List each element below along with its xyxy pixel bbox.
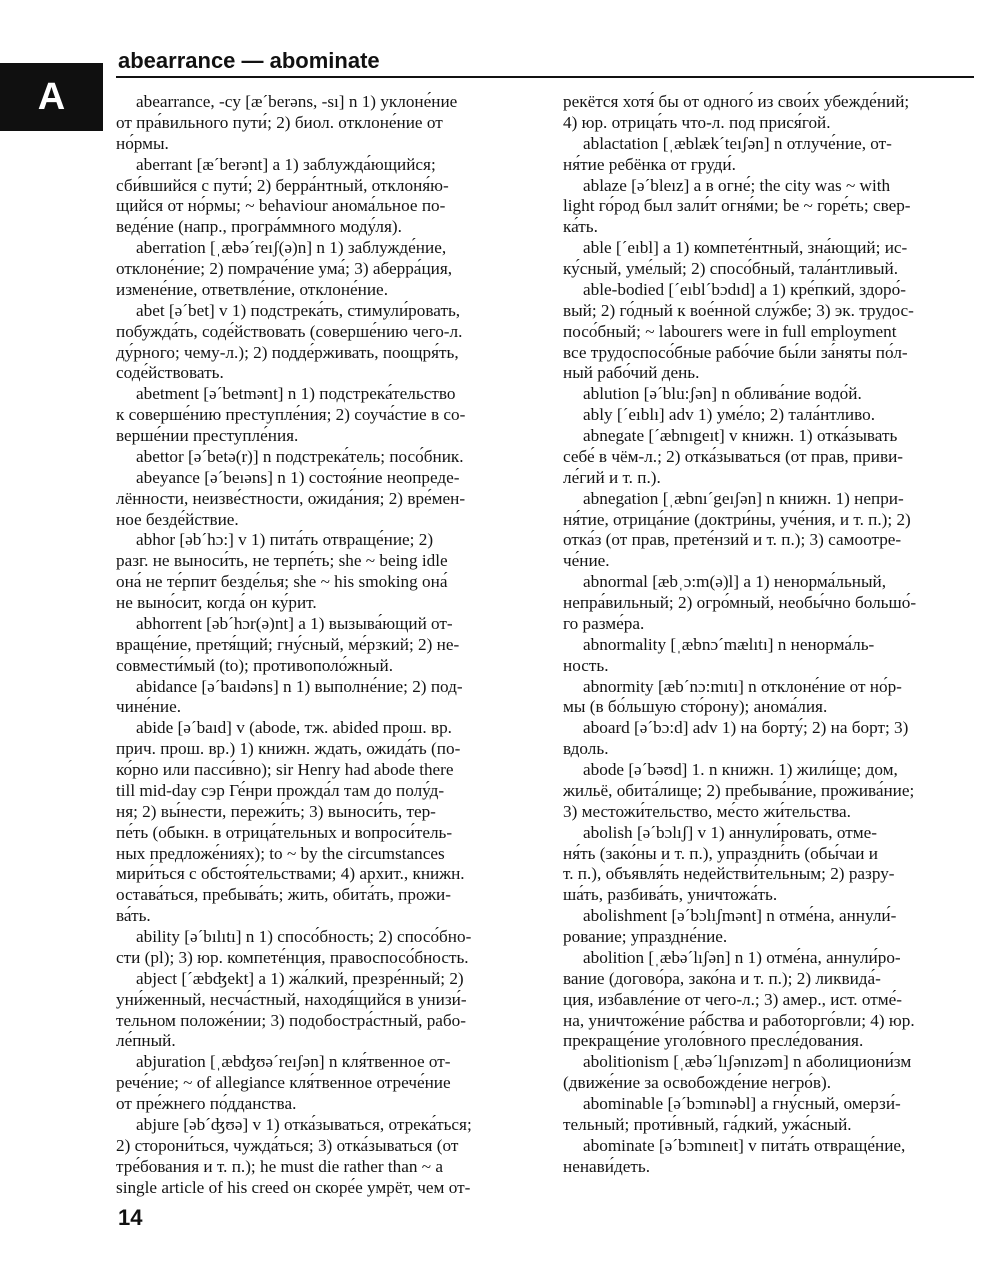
dictionary-line: abnormity [æb´nɔ:mıtı] n отклоне́ние от но́р-	[583, 676, 902, 696]
dictionary-line: вый; 2) го́дный к вое́нной слу́жбе; 3) эк. трудос-	[563, 300, 914, 320]
dictionary-line: тельный; проти́вный, га́дкий, ужа́сный.	[563, 1114, 852, 1134]
dictionary-line: ка́ть.	[563, 217, 598, 237]
dictionary-line: остава́ться, пребыва́ть; жить, обита́ть, прожи-	[116, 885, 451, 905]
dictionary-line: aboard [ə´bɔ:d] adv 1) на борту́; 2) на борт; 3)	[583, 718, 909, 738]
dictionary-line: тре́бования и т. п.); he must die rather than ~ a	[116, 1156, 444, 1176]
dictionary-line: abjuration [ˌæbʤʊə´reıʃən] n кля́твенное от-	[136, 1052, 451, 1072]
dictionary-line: ле́гий и т. п.).	[563, 467, 661, 487]
dictionary-line: все трудоспосо́бные рабо́чие бы́ли за́няты по́л-	[563, 342, 908, 362]
dictionary-line: ду́рного; чему-л.); 2) подде́рживать, поощря́ть,	[116, 342, 459, 362]
dictionary-line: abidance [ə´baıdəns] n 1) выполне́ние; 2) под-	[136, 676, 463, 696]
dictionary-line: че́ние.	[563, 551, 610, 571]
dictionary-line: непра́вильный; 2) огро́мный, необы́чно большо́-	[563, 593, 917, 612]
dictionary-line: (движе́ние за освобожде́ние негро́в).	[563, 1073, 832, 1093]
dictionary-line: abject [´æbʤekt] a 1) жа́лкий, презре́нный; 2)	[136, 968, 464, 988]
dictionary-line: ция, избавле́ние от чего-л.; 3) амер., ист. отме́-	[563, 989, 902, 1009]
dictionary-line: разг. не выноси́ть, не терпе́ть; she ~ being idle	[116, 551, 448, 571]
right-column	[563, 92, 975, 1178]
dictionary-line: побужда́ть, соде́йствовать (соверше́нию чего-л.	[116, 321, 463, 341]
running-head: abearrance — abominate	[118, 48, 380, 73]
dictionary-line: прич. прош. вр.) 1) книжн. ждать, ожида́ть (по-	[116, 739, 461, 759]
dictionary-line: рование; упраздне́ние.	[563, 927, 728, 946]
dictionary-line: 3) местожи́тельство, ме́сто жи́тельства.	[563, 801, 851, 821]
dictionary-line: отка́з (от прав, прете́нзий и т. п.); 3) самоотре-	[563, 530, 902, 550]
dictionary-line: abnormal [æbˌɔ:m(ə)l] a 1) ненорма́льный,	[583, 572, 887, 592]
dictionary-line: верше́нии преступле́ния.	[116, 426, 299, 445]
dictionary-line: abode [ə´bəʊd] 1. n книжн. 1) жили́ще; дом,	[583, 760, 898, 779]
dictionary-line: рекётся хотя́ бы от одного́ из свои́х убежде́ний;	[563, 92, 910, 111]
dictionary-line: измене́ние, ответвле́ние, отклоне́ние.	[116, 279, 388, 299]
dictionary-line: лённости, неизве́стности, ожида́ния; 2) вре́мен-	[116, 488, 466, 508]
left-column	[116, 92, 536, 1198]
dictionary-line: abetment [ə´betmənt] n 1) подстрека́тельство	[136, 384, 456, 404]
dictionary-line: aberrant [æ´berənt] a 1) заблужда́ющийся;	[136, 154, 436, 174]
dictionary-line: мири́ться с обстоя́тельствами; 4) архит., книжн.	[116, 864, 465, 884]
dictionary-line: abolish [ə´bɔlıʃ] v 1) аннули́ровать, отме-	[583, 822, 877, 842]
dictionary-line: abolitionism [ˌæbə´lıʃənızəm] n аболициони́зм	[583, 1052, 912, 1072]
dictionary-line: ablactation [ˌæblæk´teıʃən] n отлуче́ние, от-	[583, 133, 892, 153]
dictionary-line: abhorrent [əb´hɔr(ə)nt] a 1) вызыва́ющий от-	[136, 613, 453, 633]
dictionary-line: ный рабо́чий день.	[563, 363, 700, 383]
dictionary-line: рече́ние; ~ of allegiance кля́твенное отрече́ние	[116, 1073, 451, 1093]
dictionary-line: abhor [əb´hɔ:] v 1) пита́ть отвраще́ние; 2)	[136, 530, 434, 550]
dictionary-line: abnegate [´æbnıgeıt] v книжн. 1) отка́зывать	[583, 426, 898, 445]
dictionary-line: abominable [ə´bɔmınəbl] a гну́сный, омерзи́-	[583, 1094, 901, 1113]
dictionary-line: пе́ть (обыкн. в отрица́тельных и вопроси́тель-	[116, 822, 453, 842]
dictionary-line: посо́бный; ~ labourers were in full employment	[563, 321, 897, 341]
dictionary-line: она́ не те́рпит безде́лья; she ~ his smoking она́	[116, 572, 448, 592]
dictionary-line: abjure [əb´ʤʊə] v 1) отка́зываться, отрека́ться;	[136, 1114, 472, 1134]
dictionary-line: т. п.), объявля́ть недействи́тельным; 2) разру-	[563, 864, 895, 884]
dictionary-line: ность.	[563, 655, 609, 675]
header-rule	[116, 76, 974, 78]
dictionary-line: ва́ть.	[116, 906, 151, 926]
dictionary-line: го разме́ра.	[563, 613, 645, 633]
dictionary-line: жильё, обита́лище; 2) пребыва́ние, прожива́ние;	[563, 780, 915, 800]
dictionary-line: себе́ в чём-л.; 2) отка́зываться (от прав, приви-	[563, 446, 903, 466]
dictionary-line: щийся от но́рмы; ~ behaviour анома́льное по-	[116, 196, 446, 216]
dictionary-line: abet [ə´bet] v 1) подстрека́ть, стимули́ровать,	[136, 300, 461, 320]
dictionary-line: мы (в бо́льшую сто́рону); анома́лия.	[563, 697, 828, 717]
dictionary-line: ных предложе́ниях); to ~ by the circumstances	[116, 843, 445, 863]
dictionary-line: веде́ние (напр., програ́ммного моду́ля).	[116, 217, 402, 237]
dictionary-line: на, уничтоже́ние ра́бства и работорго́вли; 4) юр.	[563, 1010, 915, 1030]
dictionary-line: ша́ть, разбива́ть, уничтожа́ть.	[563, 885, 778, 905]
dictionary-line: ня; 2) вы́нести, пережи́ть; 3) выноси́ть, тер-	[116, 801, 436, 821]
dictionary-line: ability [ə´bılıtı] n 1) спосо́бность; 2) спосо́бно-	[136, 927, 472, 946]
dictionary-line: совмести́мый (to); противополо́жный.	[116, 655, 394, 675]
dictionary-line: ненави́деть.	[563, 1156, 650, 1176]
dictionary-line: ное безде́йствие.	[116, 509, 239, 529]
dictionary-line: враще́ние, претя́щий; гну́сный, ме́рзкий; 2) не-	[116, 634, 460, 654]
dictionary-line: от пра́вильного пути́; 2) биол. отклоне́ние от	[116, 112, 443, 132]
dictionary-line: abnegation [ˌæbnı´geıʃən] n книжн. 1) непри-	[583, 488, 904, 508]
dictionary-line: 4) юр. отрица́ть что-л. под прися́гой.	[563, 112, 831, 132]
dictionary-line: ably [´eıblı] adv 1) уме́ло; 2) тала́нтливо.	[583, 405, 876, 425]
dictionary-line: прекраще́ние уголо́вного пресле́дования.	[563, 1031, 864, 1051]
thumb-index-letter: A	[0, 63, 103, 131]
dictionary-line: ня́ть (зако́ны и т. п.), упраздни́ть (обы́чаи и	[563, 843, 878, 863]
dictionary-line: ня́тие, отрица́ние (доктри́ны, уче́ния, и т. п.); 2)	[563, 509, 911, 529]
dictionary-line: ablution [ə´blu:ʃən] n облива́ние водо́й.	[583, 384, 862, 404]
page-number: 14	[118, 1205, 143, 1230]
dictionary-line: сти (pl); 3) юр. компете́нция, правоспосо́бность.	[116, 947, 469, 967]
dictionary-line: сби́вшийся с пути́; 2) берра́нтный, отклоня́ю-	[116, 175, 449, 195]
dictionary-line: но́рмы.	[116, 133, 169, 153]
dictionary-line: single article of his creed он скоре́е умрёт, чем от-	[116, 1177, 471, 1197]
dictionary-line: abnormality [ˌæbnɔ´mælıtı] n ненорма́ль-	[583, 634, 875, 654]
dictionary-line: ня́тие ребёнка от груди́.	[563, 154, 736, 174]
dictionary-line: abettor [ə´betə(r)] n подстрека́тель; посо́бник.	[136, 446, 464, 466]
dictionary-line: light го́род был зали́т огня́ми; be ~ горе́ть; свер-	[563, 196, 911, 216]
dictionary-line: abeyance [ə´beıəns] n 1) состоя́ние неопреде-	[136, 467, 460, 487]
dictionary-line: от пре́жнего по́дданства.	[116, 1094, 297, 1113]
dictionary-line: ку́сный, уме́лый; 2) спосо́бный, тала́нтливый.	[563, 259, 899, 278]
dictionary-line: abominate [ə´bɔmıneıt] v пита́ть отвраще́ние,	[583, 1135, 906, 1155]
dictionary-line: abolition [ˌæbə´lıʃən] n 1) отме́на, аннули́ро-	[583, 947, 901, 967]
dictionary-line: вдоль.	[563, 739, 609, 759]
dictionary-line: не выно́сит, когда́ он ку́рит.	[116, 593, 317, 612]
dictionary-line: able [´eıbl] a 1) компете́нтный, зна́ющий; ис-	[583, 238, 908, 258]
dictionary-line: соде́йствовать.	[116, 363, 224, 383]
dictionary-line: abolishment [ə´bɔlıʃmənt] n отме́на, аннули́-	[583, 906, 897, 926]
dictionary-line: отклоне́ние; 2) помраче́ние ума́; 3) аберра́ция,	[116, 259, 453, 278]
dictionary-line: к соверше́нию преступле́ния; 2) соуча́стие в со-	[116, 405, 466, 425]
dictionary-line: abide [ə´baıd] v (abode, тж. abided прош. вр.	[136, 718, 452, 738]
dictionary-line: вание (догово́ра, зако́на и т. п.); 2) ликвида́-	[563, 968, 881, 988]
dictionary-line: чине́ние.	[116, 697, 181, 717]
dictionary-line: able-bodied [´eıbl´bɔdıd] a 1) кре́пкий, здоро́-	[583, 279, 906, 299]
dictionary-line: уни́женный, несча́стный, находя́щийся в унизи́-	[116, 989, 467, 1009]
dictionary-line: 2) сторони́ться, чужда́ться; 3) отка́зываться (от	[116, 1135, 459, 1155]
dictionary-line: till mid-day сэр Ге́нри прожда́л там до полу́д-	[116, 780, 445, 800]
dictionary-line: abearrance, -cy [æ´berəns, -sı] n 1) уклоне́ние	[136, 92, 458, 111]
dictionary-line: ablaze [ə´bleız] a в огне́; the city was ~ with	[583, 175, 891, 195]
dictionary-line: тельном положе́нии; 3) подобостра́стный, рабо-	[116, 1010, 466, 1030]
dictionary-line: ле́пный.	[116, 1031, 176, 1051]
dictionary-line: aberration [ˌæbə´reıʃ(ə)n] n 1) заблужде́ние,	[136, 238, 447, 258]
dictionary-line: ко́рно или пасси́вно); sir Henry had abode there	[116, 760, 454, 779]
